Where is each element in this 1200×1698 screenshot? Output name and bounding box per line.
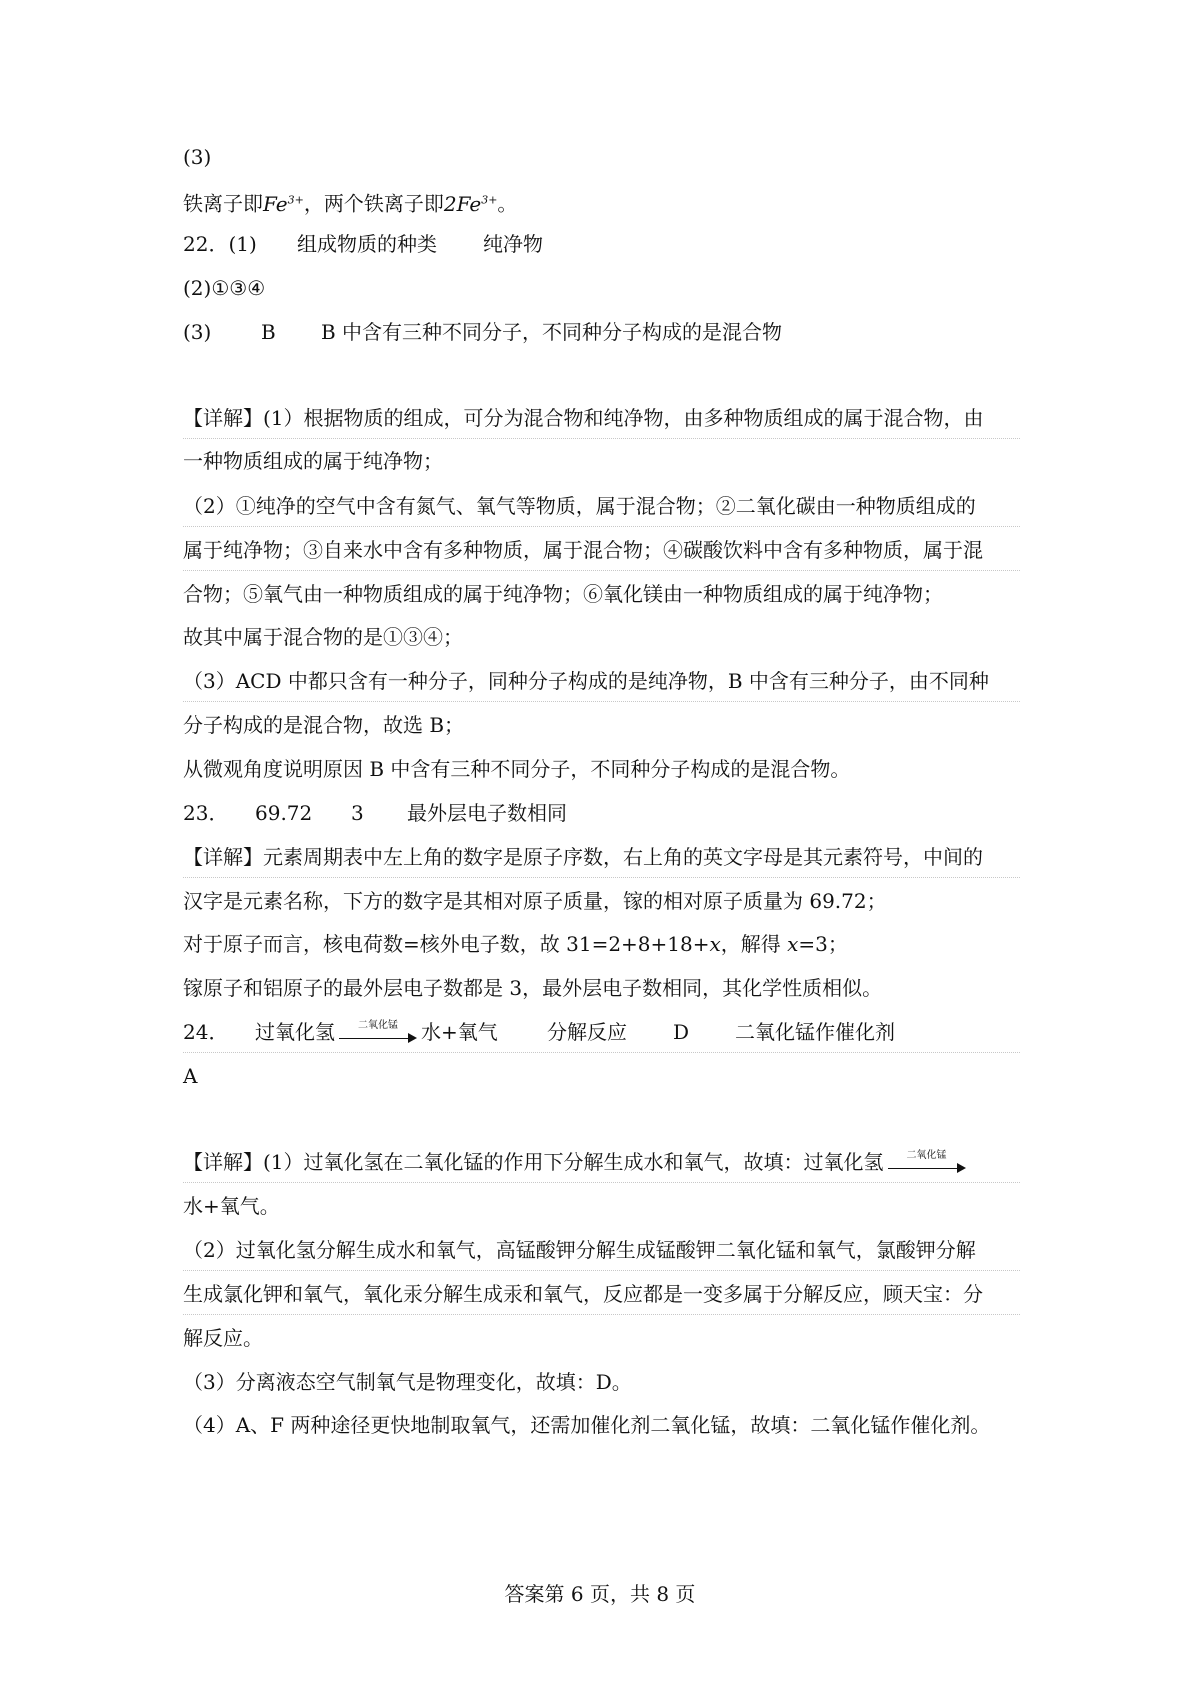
q22-detail-line: （3）ACD 中都只含有一种分子，同种分子构成的是纯净物，B 中含有三种分子，由不同种 [183,667,1020,702]
q24-detail-line: （3）分离液态空气制氧气是物理变化，故填：D。 [183,1370,632,1394]
q22-answer-1: 22．(1) 组成物质的种类 纯净物 [183,232,543,256]
q22-detail-line: 从微观角度说明原因 B 中含有三种不同分子，不同种分子构成的是混合物。 [183,757,851,781]
q22-detail-line: 分子构成的是混合物，故选 B； [183,713,465,737]
q22-detail-line: 一种物质组成的属于纯净物； [183,449,443,473]
q22-detail-line: 合物；⑤氧气由一种物质组成的属于纯净物；⑥氧化镁由一种物质组成的属于纯净物； [183,582,943,606]
q24-detail-line: 【详解】(1）过氧化氢在二氧化锰的作用下分解生成水和氧气，故填：过氧化氢 二氧化锰 [183,1148,1020,1183]
page-footer: 答案第 6 页，共 8 页 [504,1582,696,1606]
q21-sub3-number: (3) [183,145,212,169]
q23-detail-line: 【详解】元素周期表中左上角的数字是原子序数，右上角的英文字母是其元素符号，中间的 [183,843,1020,878]
q23-detail-line: 对于原子而言，核电荷数=核外电子数，故 31=2+8+18+x，解得 x=3； [183,932,848,956]
q24-detail-line: （4）A、F 两种途径更快地制取氧气，还需加催化剂二氧化锰，故填：二氧化锰作催化剂。 [183,1413,991,1437]
ion-formula-double: $2Fe^{3+}$ [443,191,498,216]
q22-detail-line: 属于纯净物；③自来水中含有多种物质，属于混合物；④碳酸饮料中含有多种物质，属于混 [183,536,1020,571]
reaction-arrow: 二氧化锰 [888,1154,966,1174]
q24-detail-line: 解反应。 [183,1326,263,1350]
ion-formula: $Fe^{3+}$ [263,191,304,216]
q22-detail-line: 故其中属于混合物的是①③④； [183,625,463,649]
q24-detail-line: （2）过氧化氢分解生成水和氧气，高锰酸钾分解生成锰酸钾二氧化锰和氧气，氯酸钾分解 [183,1236,1020,1271]
q24-answer-continued: A [183,1064,198,1088]
q24-detail-line: 生成氯化钾和氧气，氧化汞分解生成汞和氧气，反应都是一变多属于分解反应，顾天宝：分 [183,1280,1020,1315]
q22-answer-2: (2)①③④ [183,276,266,300]
q22-detail-line: 【详解】(1）根据物质的组成，可分为混合物和纯净物，由多种物质组成的属于混合物，由 [183,404,1020,439]
q23-detail-line: 汉字是元素名称，下方的数字是其相对原子质量，镓的相对原子质量为 69.72； [183,889,887,913]
q23-detail-line: 镓原子和铝原子的最外层电子数都是 3，最外层电子数相同，其化学性质相似。 [183,976,883,1000]
q22-detail-line: （2）①纯净的空气中含有氮气、氧气等物质，属于混合物；②二氧化碳由一种物质组成的 [183,492,1020,527]
reaction-arrow: 二氧化锰 [339,1024,417,1044]
q21-sub3-answer: 铁离子即$Fe^{3+}$，两个铁离子即$2Fe^{3+}$。 [183,191,518,216]
q24-detail-line: 水+氧气。 [183,1194,280,1218]
q24-answer: 24． 过氧化氢 二氧化锰 水+氧气 分解反应 D 二氧化锰作催化剂 [183,1018,1020,1053]
q22-answer-3: (3) B B 中含有三种不同分子，不同种分子构成的是混合物 [183,320,783,344]
q23-answer: 23． 69.72 3 最外层电子数相同 [183,801,567,825]
